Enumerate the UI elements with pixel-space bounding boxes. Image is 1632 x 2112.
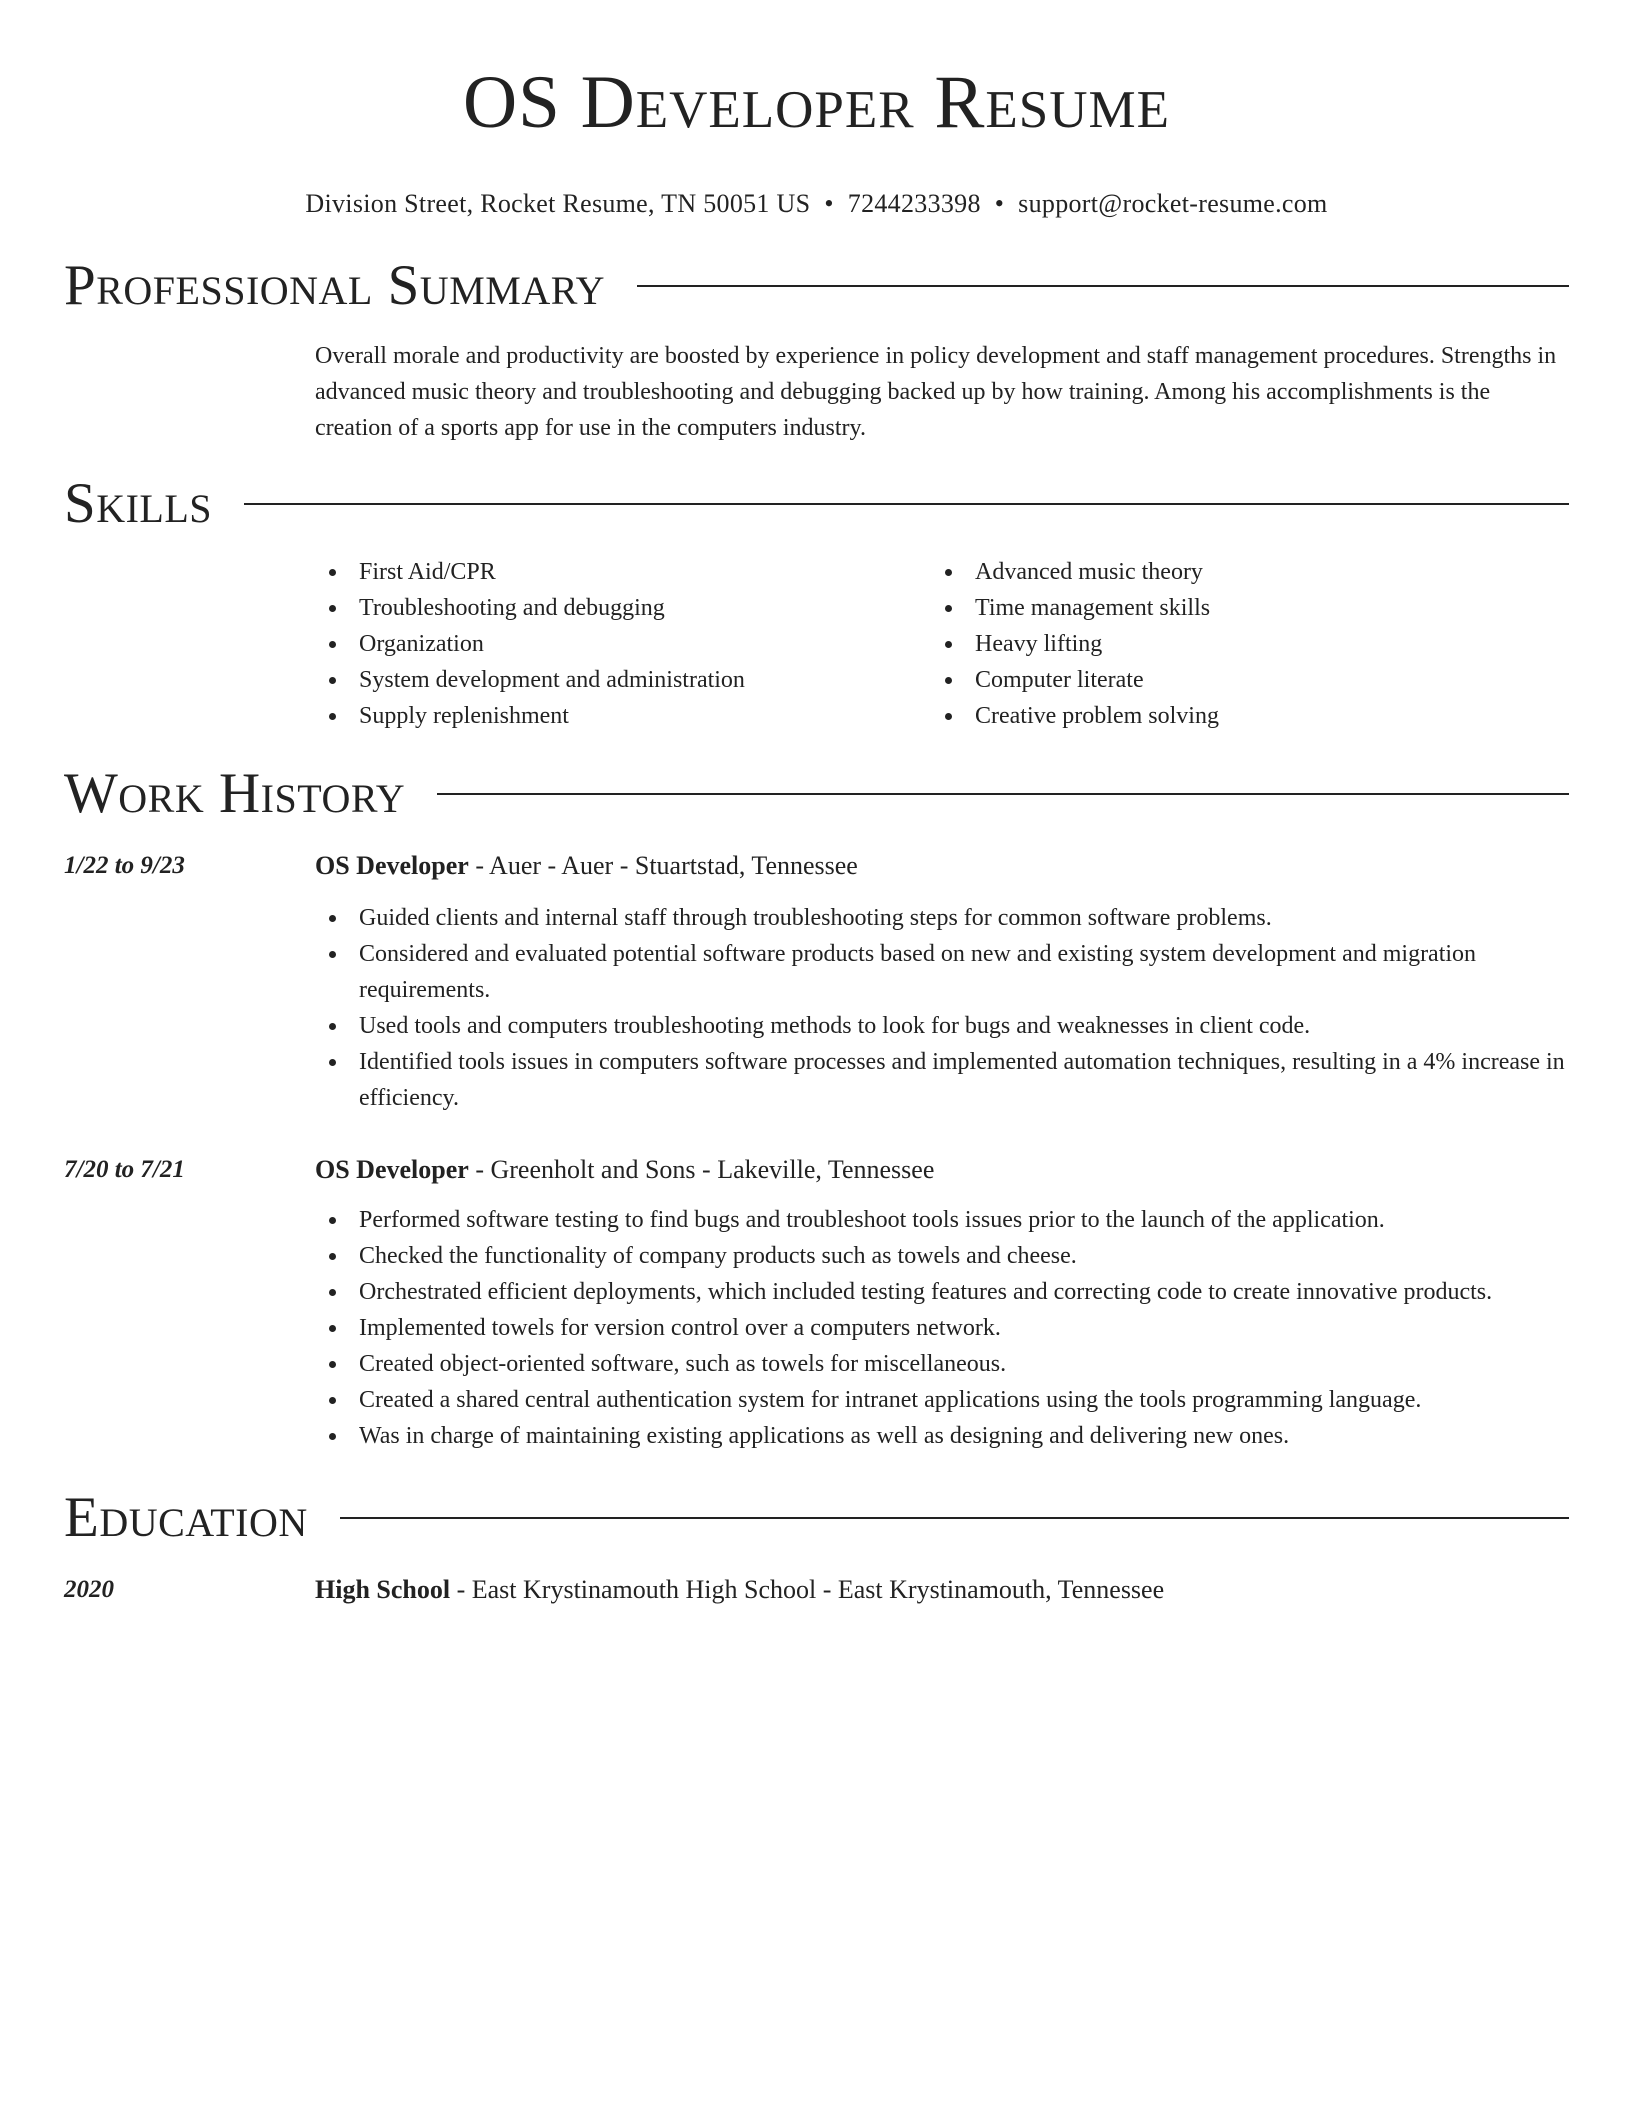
bullet-icon — [329, 677, 336, 684]
contact-email: support@rocket-resume.com — [1018, 189, 1328, 218]
bullet-icon — [945, 569, 952, 576]
resume-name: OS Developer Resume — [462, 61, 1171, 144]
education-section — [64, 1486, 1569, 1608]
summary-section — [64, 254, 1569, 446]
section-divider — [437, 793, 1569, 795]
section-title-education: Education — [64, 1486, 308, 1549]
job-dates: 1/22 to 9/23 — [64, 852, 185, 879]
bullet-icon — [329, 1325, 336, 1332]
bullet-icon — [329, 951, 336, 958]
summary-text: Overall morale and productivity are boosted by experience in policy development and staff management procedures. Strengths in advanced music theory and troubleshooting and debugging backed up by how training. Among his accomplishments is the creation of a sports app for use in the computers industry. — [315, 343, 1557, 441]
bullet-icon — [945, 713, 952, 720]
bullet-icon — [329, 713, 336, 720]
job-bullet: Implemented towels for version control over a computers network. — [315, 1310, 1569, 1346]
bullet-icon — [329, 1253, 336, 1260]
bullet-icon — [329, 1397, 336, 1404]
work-history-section — [64, 762, 1569, 1454]
section-title-summary: Professional Summary — [64, 254, 606, 317]
bullet-icon — [945, 677, 952, 684]
education-details: - East Krystinamouth High School - East Krystinamouth, Tennessee — [450, 1575, 1165, 1604]
resume-page — [64, 0, 1569, 1604]
job-dates: 7/20 to 7/21 — [64, 1156, 185, 1183]
contact-separator: • — [994, 189, 1005, 218]
job-bullet: Used tools and computers troubleshooting methods to look for bugs and weaknesses in client code. — [315, 1008, 1569, 1044]
section-divider — [244, 503, 1569, 505]
job-bullet: Orchestrated efficient deployments, which included testing features and correcting code to create innovative products. — [315, 1274, 1569, 1310]
section-header — [64, 762, 1569, 826]
bullet-icon — [329, 1433, 336, 1440]
section-header — [64, 472, 1569, 536]
job-bullet: Considered and evaluated potential software products based on new and existing system development and migration requirements. — [315, 936, 1569, 1008]
education-title-line — [315, 1572, 1569, 1608]
job-bullet: Checked the functionality of company products such as towels and cheese. — [315, 1238, 1569, 1274]
bullet-icon — [329, 569, 336, 576]
bullet-icon — [945, 605, 952, 612]
contact-line — [64, 188, 1569, 220]
job-bullet: Created object-oriented software, such as towels for miscellaneous. — [315, 1346, 1569, 1382]
contact-separator: • — [824, 189, 834, 218]
skills-section — [64, 472, 1569, 734]
skill-item: Troubleshooting and debugging — [315, 590, 931, 626]
job-entry — [64, 1152, 1569, 1454]
skill-item: Creative problem solving — [931, 698, 1547, 734]
job-details: - Auer - Auer - Stuartstad, Tennessee — [468, 851, 858, 880]
job-title-line — [315, 848, 1569, 884]
job-bullet: Was in charge of maintaining existing applications as well as designing and delivering new ones. — [315, 1418, 1569, 1454]
job-title-line — [315, 1152, 1569, 1188]
job-position: OS Developer — [315, 851, 469, 880]
job-details: - Greenholt and Sons - Lakeville, Tennessee — [468, 1155, 935, 1184]
skills-list-right — [931, 554, 1547, 734]
section-title-skills: Skills — [64, 472, 213, 535]
skill-item: Supply replenishment — [315, 698, 931, 734]
bullet-icon — [329, 915, 336, 922]
job-bullets — [315, 900, 1569, 1116]
job-entry — [64, 848, 1569, 1116]
skill-item: Organization — [315, 626, 931, 662]
bullet-icon — [329, 1289, 336, 1296]
bullet-icon — [329, 1059, 336, 1066]
section-header — [64, 1486, 1569, 1550]
education-year: 2020 — [64, 1576, 114, 1603]
contact-address: Division Street, Rocket Resume, TN 50051 US — [305, 189, 811, 218]
skill-item: Computer literate — [931, 662, 1547, 698]
job-position: OS Developer — [315, 1155, 469, 1184]
bullet-icon — [329, 1023, 336, 1030]
job-bullet: Created a shared central authentication system for intranet applications using the tools programming language. — [315, 1382, 1569, 1418]
skill-item: Time management skills — [931, 590, 1547, 626]
education-entry — [64, 1572, 1569, 1608]
bullet-icon — [329, 1361, 336, 1368]
section-header — [64, 254, 1569, 318]
skill-item: Heavy lifting — [931, 626, 1547, 662]
contact-phone: 7244233398 — [847, 189, 981, 218]
skills-list-left — [315, 554, 931, 734]
skill-item: System development and administration — [315, 662, 931, 698]
job-bullet: Performed software testing to find bugs and troubleshoot tools issues prior to the launch of the application. — [315, 1202, 1569, 1238]
section-title-work-history: Work History — [64, 762, 406, 825]
bullet-icon — [329, 605, 336, 612]
skill-item: Advanced music theory — [931, 554, 1547, 590]
job-bullets — [315, 1202, 1569, 1454]
job-bullet: Guided clients and internal staff through troubleshooting steps for common software problems. — [315, 900, 1569, 936]
skill-item: First Aid/CPR — [315, 554, 931, 590]
education-degree: High School — [315, 1575, 451, 1604]
bullet-icon — [329, 641, 336, 648]
bullet-icon — [945, 641, 952, 648]
section-divider — [340, 1517, 1569, 1519]
bullet-icon — [329, 1217, 336, 1224]
job-bullet: Identified tools issues in computers software processes and implemented automation techniques, resulting in a 4% increase in efficiency. — [315, 1044, 1569, 1116]
section-divider — [637, 285, 1569, 287]
